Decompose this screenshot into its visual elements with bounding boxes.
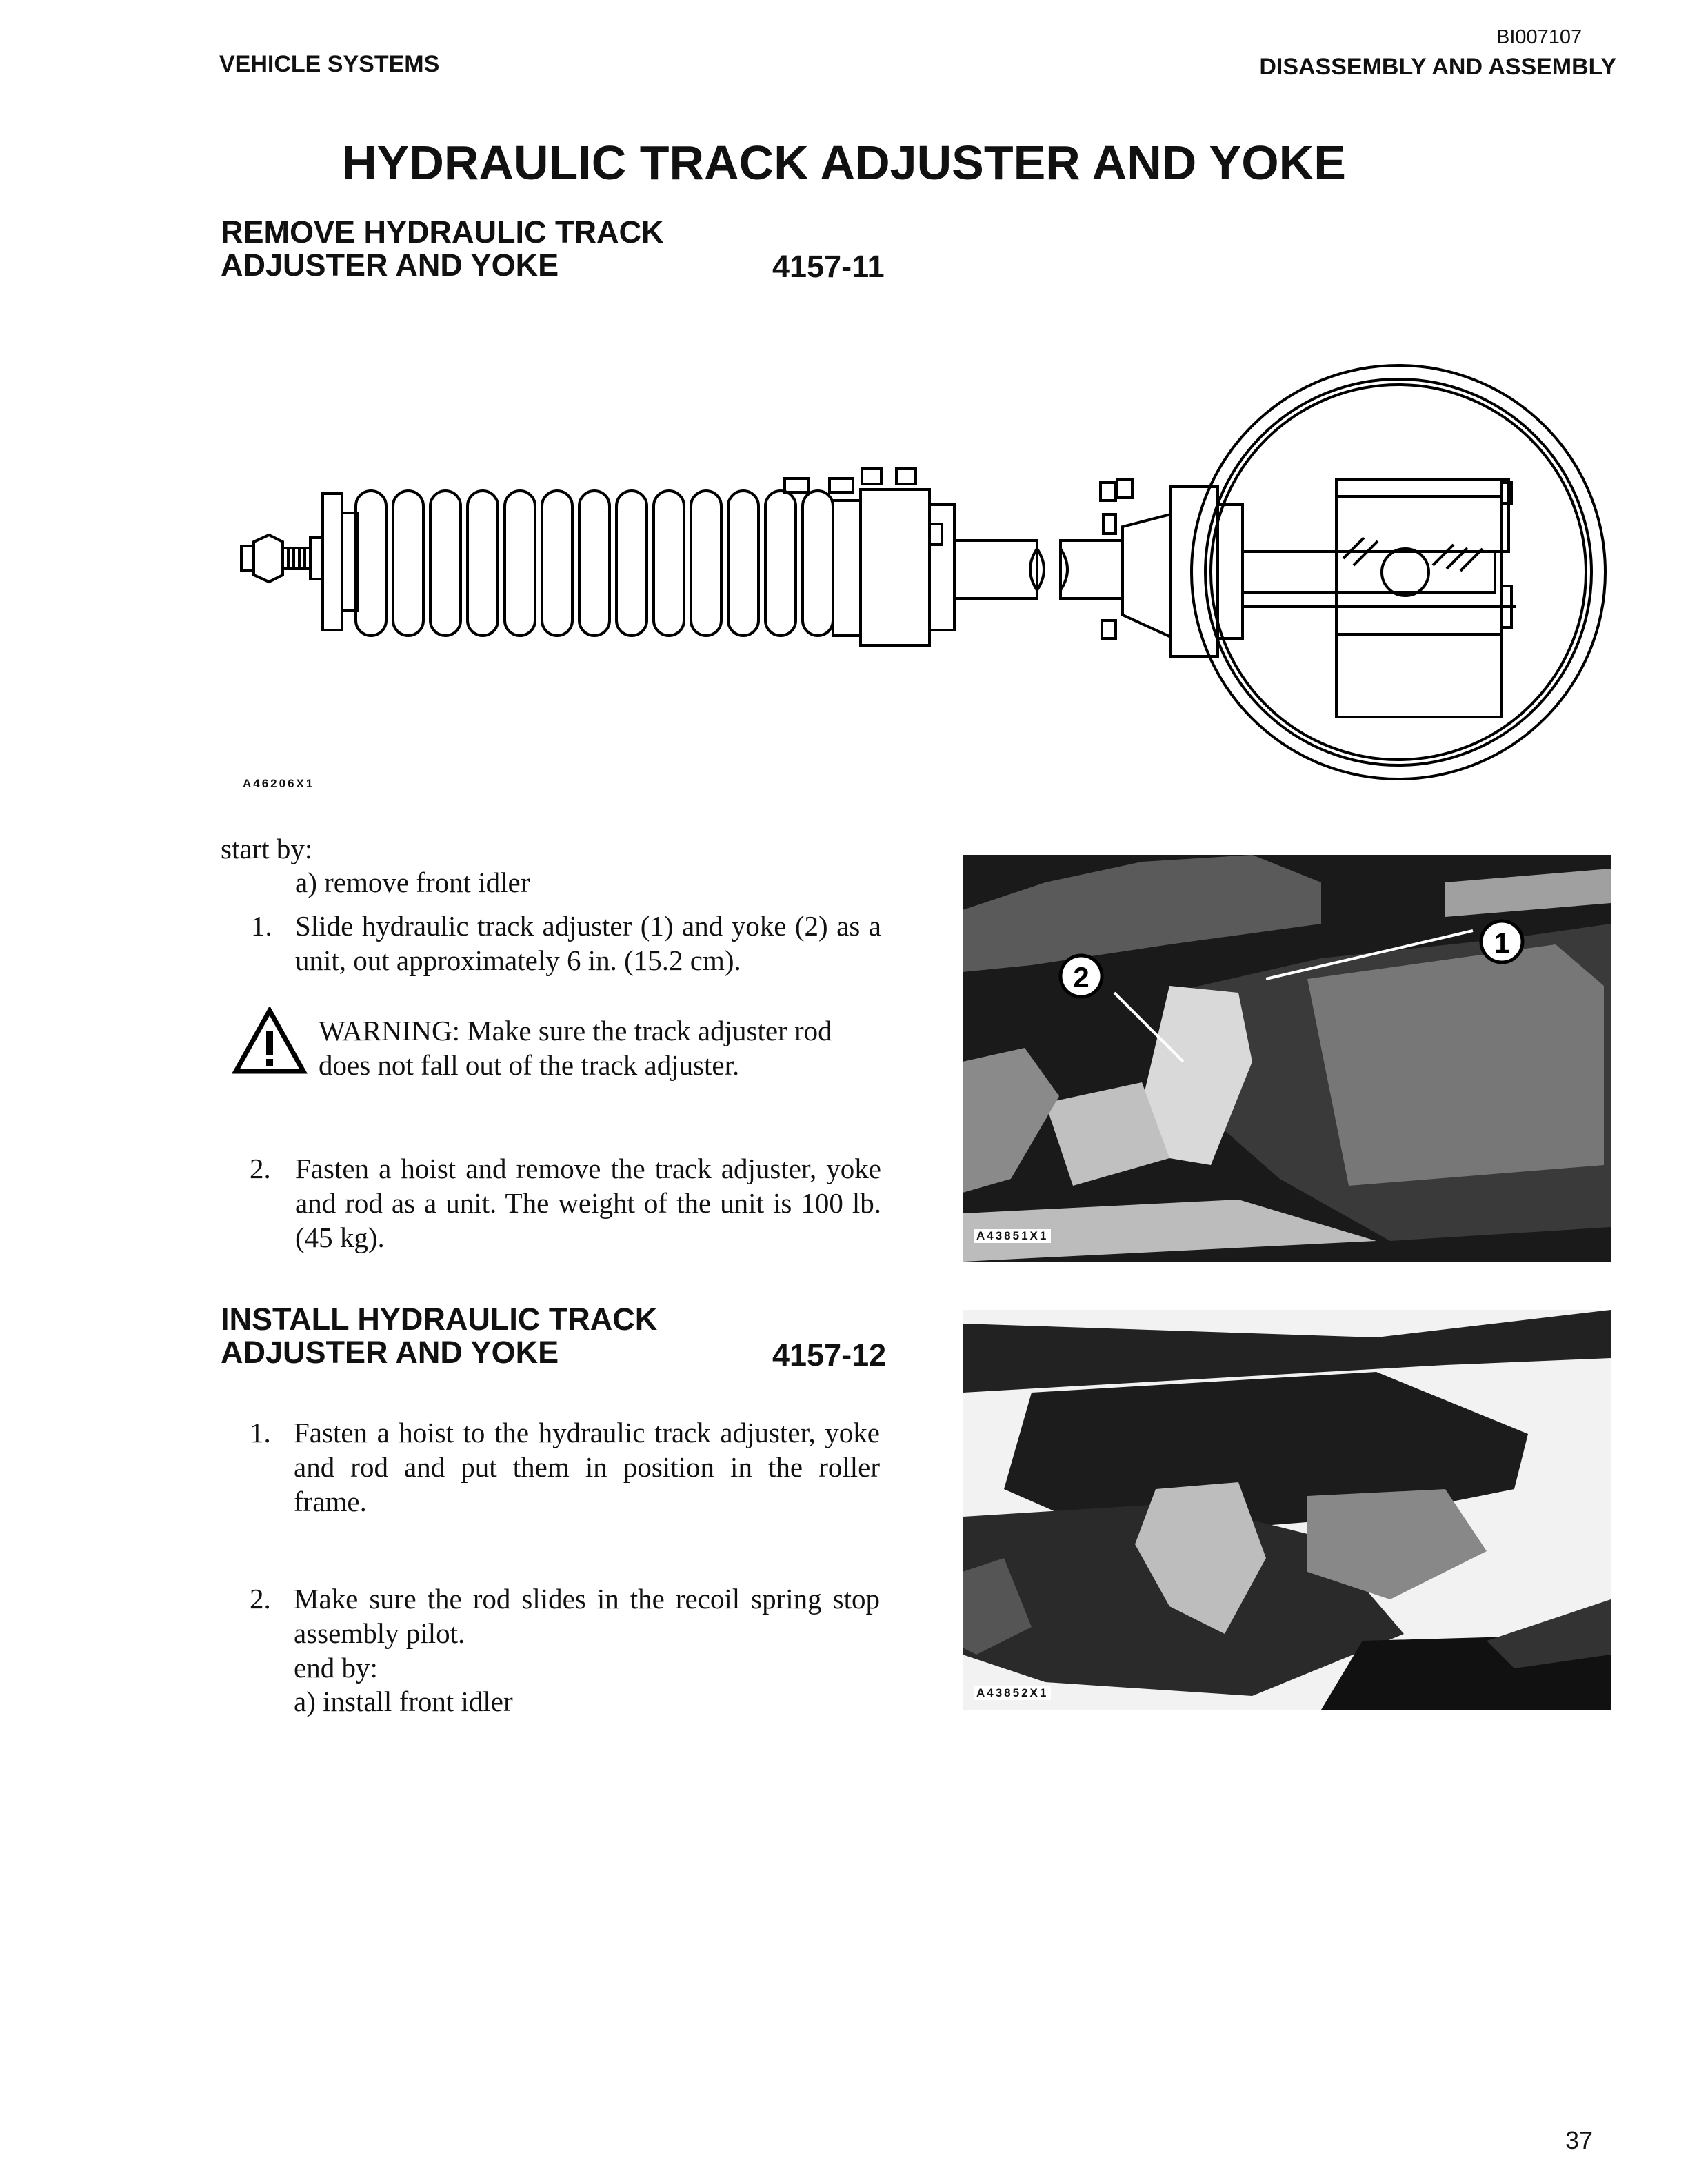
header-chapter-name: DISASSEMBLY AND ASSEMBLY xyxy=(1259,54,1616,80)
photo-reference: A43852X1 xyxy=(974,1686,1051,1700)
install-procedure-code: 4157-12 xyxy=(772,1337,887,1373)
warning-icon xyxy=(232,1007,308,1075)
remove-title-line2: ADJUSTER AND YOKE xyxy=(221,247,559,283)
step-text: Fasten a hoist to the hydraulic track adjuster, yoke and rod and put them in position in the roller frame. xyxy=(294,1417,880,1517)
end-by-item: a) install front idler xyxy=(294,1686,513,1717)
install-section-title xyxy=(221,1303,657,1369)
installation-photo xyxy=(963,1310,1611,1710)
callout-1-label: 1 xyxy=(1494,927,1510,959)
track-adjuster-drawing xyxy=(233,345,1626,800)
remove-section-title xyxy=(221,216,664,282)
page-title: HYDRAULIC TRACK ADJUSTER AND YOKE xyxy=(342,136,1346,190)
step-number: 2. xyxy=(250,1153,271,1184)
install-title-line1: INSTALL HYDRAULIC TRACK xyxy=(221,1302,658,1337)
callout-2-label: 2 xyxy=(1073,961,1089,993)
step-text: Fasten a hoist and remove the track adjuster, yoke and rod as a unit. The weight of the unit is 100 lb. (45 kg). xyxy=(295,1153,881,1253)
remove-title-line1: REMOVE HYDRAULIC TRACK xyxy=(221,214,664,250)
step-text: Make sure the rod slides in the recoil spring stop assembly pilot. xyxy=(294,1583,880,1649)
recoil-spring xyxy=(356,491,833,636)
removal-photo xyxy=(963,855,1611,1262)
warning-text: WARNING: Make sure the track adjuster rod does not fall out of the track adjuster. xyxy=(319,1015,832,1081)
adjuster-line-art xyxy=(241,365,1605,779)
remove-procedure-code: 4157-11 xyxy=(772,249,885,284)
figure-reference: A46206X1 xyxy=(243,777,315,790)
step-number: 1. xyxy=(250,1417,271,1448)
step-number: 2. xyxy=(250,1583,271,1615)
photo-reference: A43851X1 xyxy=(974,1229,1051,1243)
start-by-item: a) remove front idler xyxy=(295,867,530,898)
install-title-line2: ADJUSTER AND YOKE xyxy=(221,1335,559,1370)
end-by-label: end by: xyxy=(294,1652,378,1684)
document-id: BI007107 xyxy=(1496,26,1582,48)
header-section-name: VEHICLE SYSTEMS xyxy=(219,51,440,77)
step-number: 1. xyxy=(251,910,272,942)
step-text: Slide hydraulic track adjuster (1) and yoke (2) as a unit, out approximately 6 in. (15.2 cm). xyxy=(295,910,881,976)
page-number: 37 xyxy=(1565,2126,1594,2154)
start-by-label: start by: xyxy=(221,833,313,865)
